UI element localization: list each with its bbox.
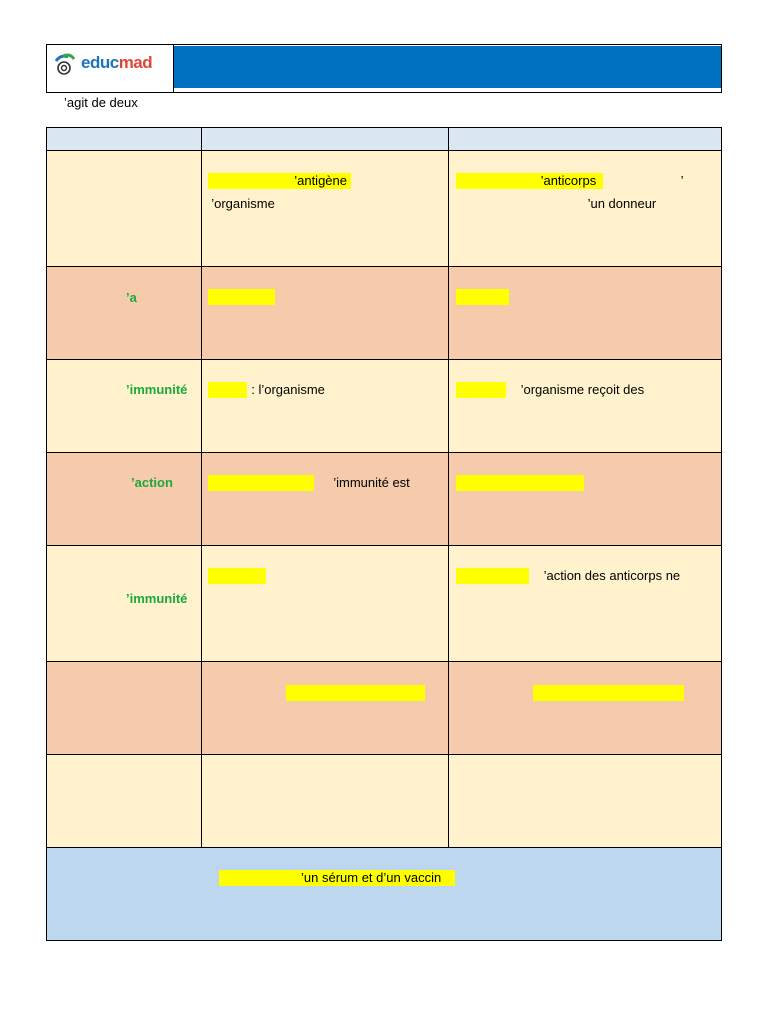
page-header [46, 44, 722, 93]
table-row [47, 755, 722, 848]
table-cell [202, 662, 448, 755]
row-label: ’a [126, 290, 137, 305]
row-label: ’action [131, 475, 173, 490]
highlight [208, 475, 314, 491]
table-row [47, 453, 722, 546]
table-row [47, 546, 722, 662]
table-cell [202, 267, 448, 360]
table-cell [448, 267, 721, 360]
table-row [47, 151, 722, 267]
intro-text: ’agit de deux [64, 95, 138, 110]
header-cell [47, 128, 202, 151]
header-cell [448, 128, 721, 151]
table-row [47, 267, 722, 360]
cell-text: ’organisme [211, 196, 275, 211]
row-label-cell [47, 546, 202, 662]
logo-text: educmad [81, 53, 153, 72]
comparison-table [46, 127, 722, 941]
highlight [533, 685, 684, 701]
educmad-logo-icon [53, 53, 77, 77]
header-cell [202, 128, 448, 151]
table-footer-row [47, 848, 722, 941]
row-label-cell [47, 267, 202, 360]
cell-text: ’un donneur [587, 196, 657, 211]
table-cell [448, 755, 721, 848]
table-cell [448, 662, 721, 755]
table-cell [202, 755, 448, 848]
cell-text: ’organisme reçoit des [520, 382, 645, 397]
highlight [208, 382, 247, 398]
highlight [456, 568, 529, 584]
header-title-band [174, 46, 721, 88]
table-cell [448, 453, 721, 546]
table-cell [202, 546, 448, 662]
table-cell [202, 453, 448, 546]
table-header-row [47, 128, 722, 151]
footer-cell [47, 848, 722, 941]
logo [47, 45, 174, 92]
cell-text: ’immunité est [333, 475, 410, 490]
row-label-cell [47, 453, 202, 546]
row-label-cell [47, 360, 202, 453]
highlight [456, 289, 509, 305]
table-cell [202, 151, 448, 267]
cell-text: ’anticorps [540, 173, 597, 188]
row-label-cell [47, 755, 202, 848]
table-cell [448, 151, 721, 267]
cell-text: : l’organisme [251, 382, 325, 397]
row-label-cell [47, 151, 202, 267]
highlight [286, 685, 425, 701]
table-cell [202, 360, 448, 453]
row-label: ’immunité [126, 382, 188, 397]
row-label-cell [47, 662, 202, 755]
cell-text: ’ [680, 173, 684, 188]
highlight [456, 475, 584, 491]
table-cell [448, 546, 721, 662]
cell-text: ’antigène [294, 173, 347, 188]
highlight [208, 568, 266, 584]
table-row [47, 360, 722, 453]
table-cell [448, 360, 721, 453]
table-row [47, 662, 722, 755]
cell-text: ’action des anticorps ne [543, 568, 681, 583]
row-label: ’immunité [126, 591, 188, 606]
footer-text: ’un sérum et d’un vaccin [301, 870, 442, 885]
highlight [208, 289, 275, 305]
highlight [456, 382, 506, 398]
